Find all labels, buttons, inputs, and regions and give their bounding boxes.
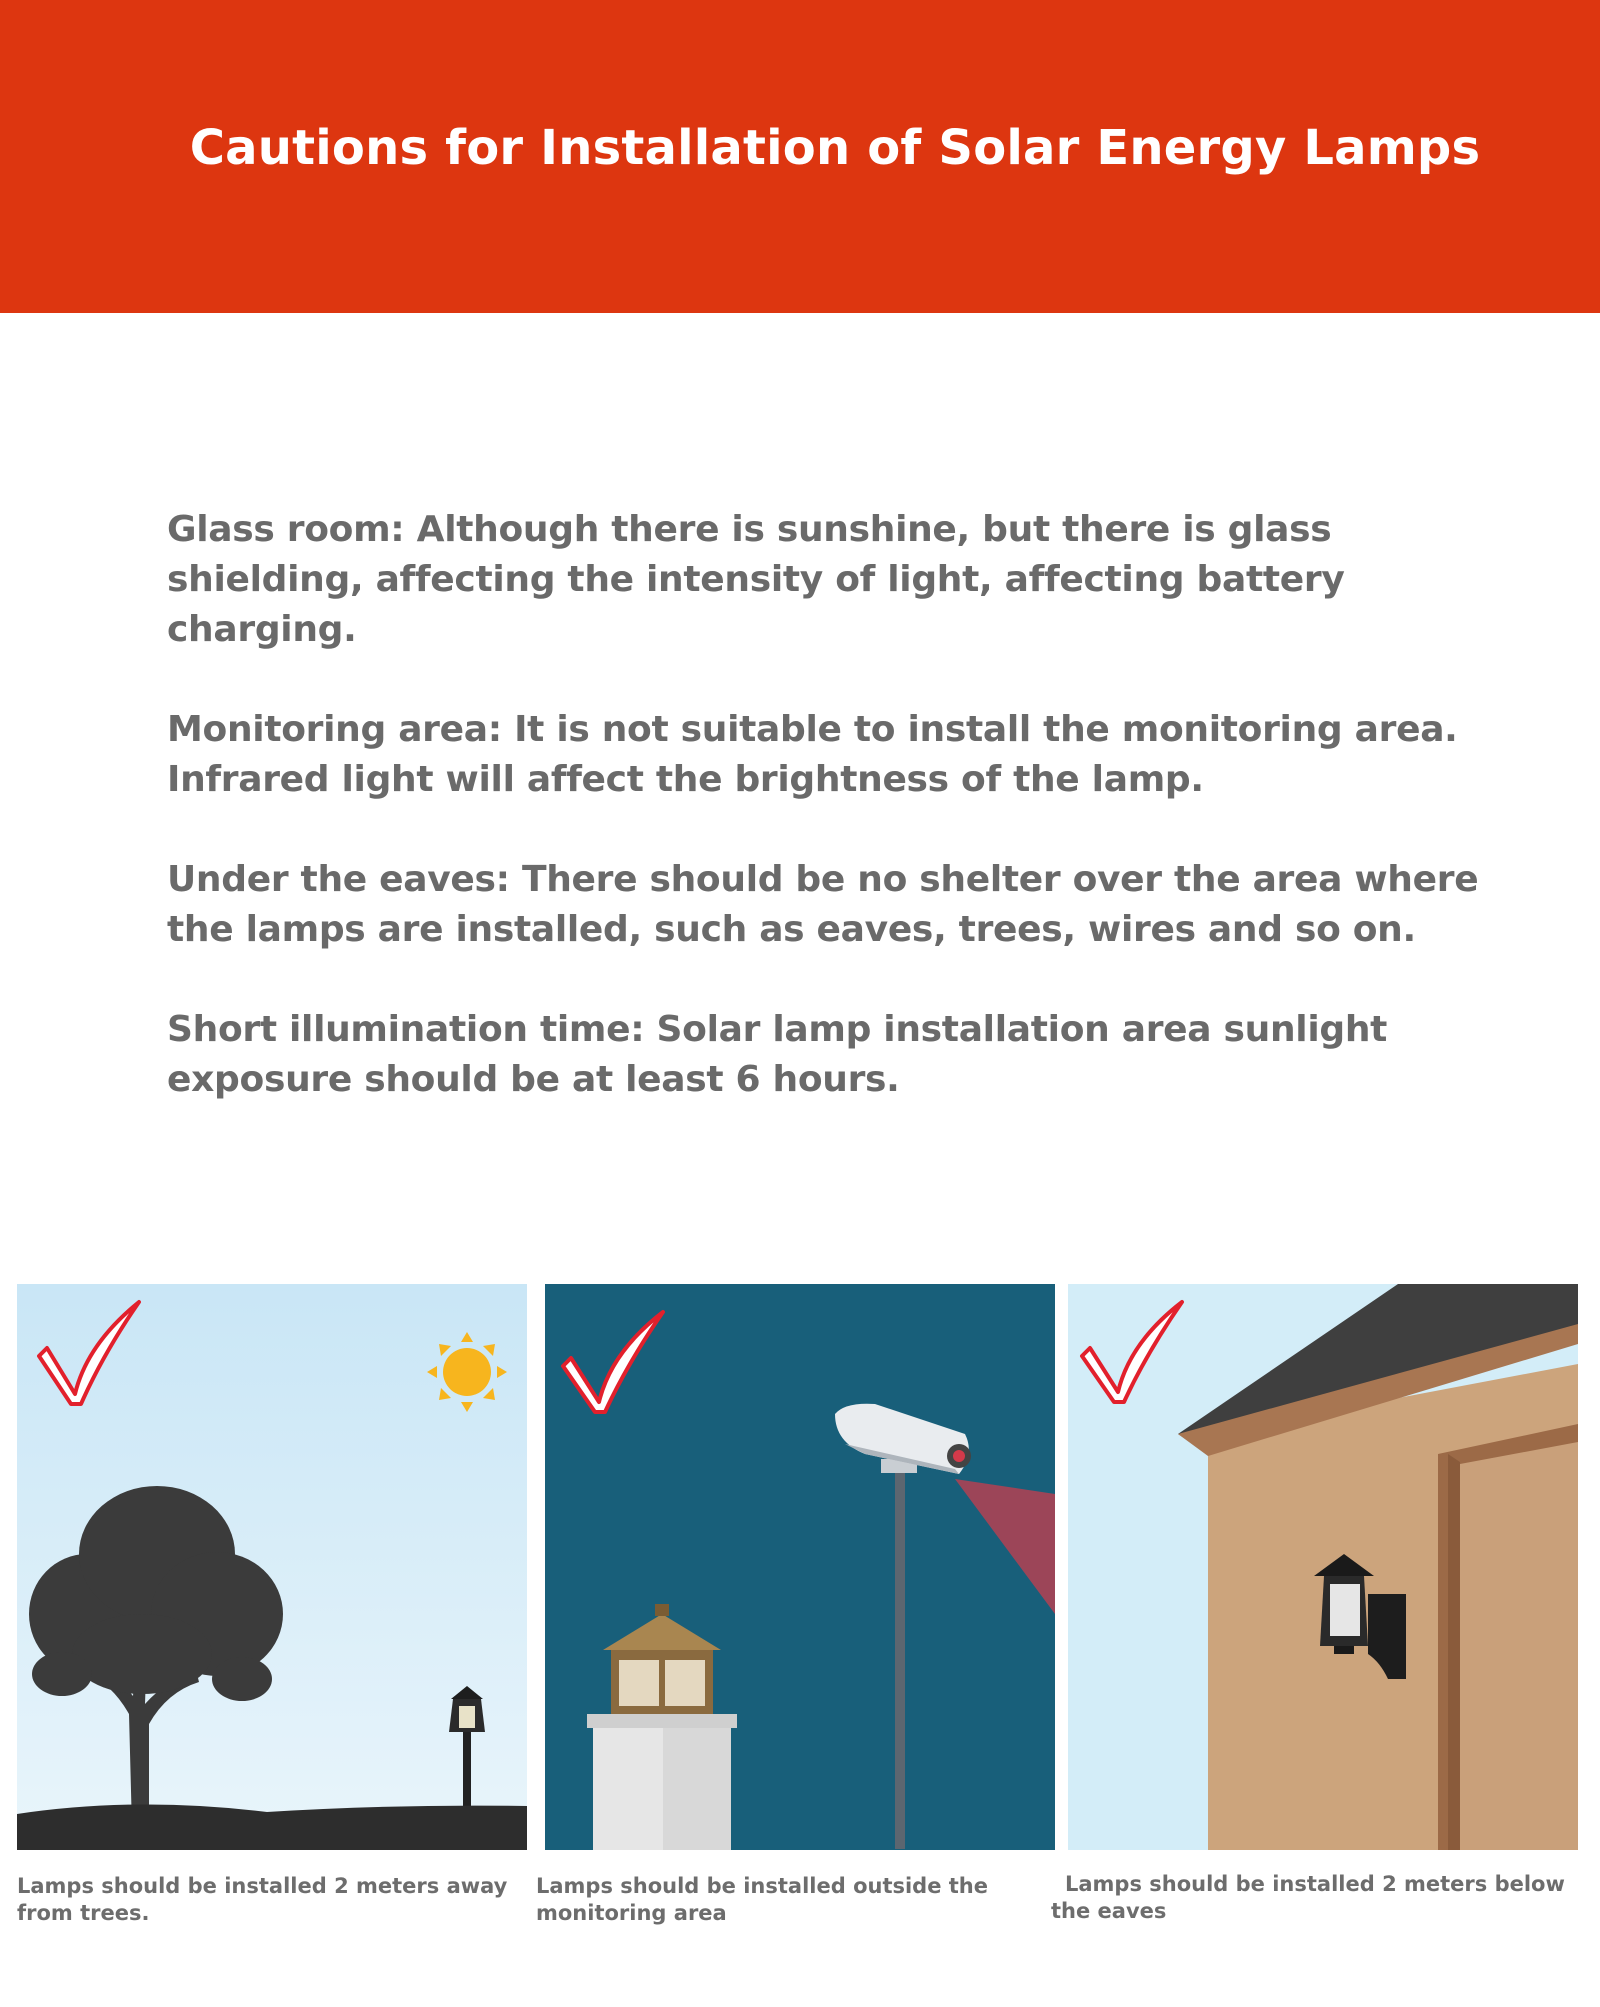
tree-distance-illustration	[17, 1284, 527, 1850]
caution-under-eaves: Under the eaves: There should be no shelter over the area where the lamps are installed, such as eaves, trees, wires and so on.	[167, 859, 1479, 950]
page-title: Cautions for Installation of Solar Energy Lamps	[189, 120, 1481, 176]
check-mark-icon	[39, 1302, 139, 1404]
check-mark-icon	[1082, 1302, 1182, 1402]
eaves-illustration	[1068, 1284, 1578, 1850]
cautions-list	[167, 505, 1527, 1155]
caution-monitoring-area: Monitoring area: It is not suitable to install the monitoring area. Infrared light will affect the brightness of the lamp.	[167, 709, 1458, 800]
pillar-lamp-icon	[587, 1604, 737, 1850]
house-roof-icon	[1178, 1284, 1578, 1850]
sun-icon	[427, 1332, 507, 1412]
check-mark-icon	[563, 1312, 663, 1412]
header-banner	[0, 0, 1600, 313]
monitoring-area-illustration	[545, 1284, 1055, 1850]
eaves-caption: Lamps should be installed 2 meters below the eaves	[1051, 1872, 1565, 1923]
tree-icon	[29, 1486, 283, 1829]
tree-distance-caption: Lamps should be installed 2 meters away from trees.	[17, 1874, 508, 1925]
caution-glass-room: Glass room: Although there is sunshine, but there is glass shielding, affecting the intensity of light, affecting battery charging.	[167, 509, 1345, 650]
monitoring-area-caption: Lamps should be installed outside the monitoring area	[536, 1874, 989, 1925]
security-camera-icon	[835, 1404, 1055, 1849]
garden-lamp-icon	[449, 1686, 485, 1824]
caution-illumination-time: Short illumination time: Solar lamp installation area sunlight exposure should be at least 6 hours.	[167, 1009, 1388, 1100]
